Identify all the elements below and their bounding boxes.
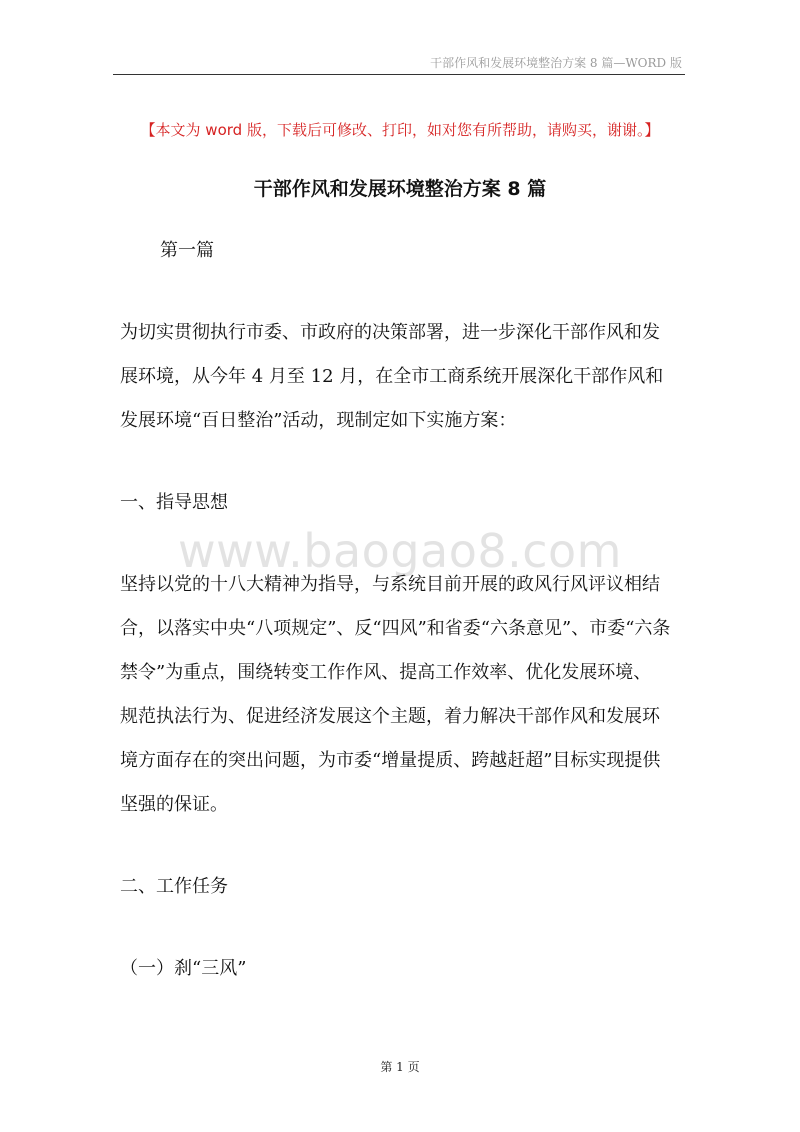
paragraph-line: 发展环境“百日整治”活动，现制定如下实施方案： (120, 410, 517, 431)
paragraph-line: 境方面存在的突出问题，为市委“增量提质、跨越赶超”目标实现提供 (120, 750, 661, 771)
document-title: 干部作风和发展环境整治方案 8 篇 (253, 178, 547, 200)
paragraph-line: 坚强的保证。 (120, 794, 228, 815)
section-heading: 一、指导思想 (120, 492, 228, 513)
paragraph-line: 禁令”为重点，围绕转变工作作风、提高工作效率、优化发展环境、 (120, 662, 652, 683)
paragraph-line: 规范执法行为、促进经济发展这个主题，着力解决干部作风和发展环 (120, 706, 660, 727)
paragraph-line: 合，以落实中央“八项规定”、反“四风”和省委“六条意见”、市委“六条 (120, 618, 671, 639)
subsection-heading: （一）刹“三风” (120, 958, 247, 979)
running-header: 干部作风和发展环境整治方案 8 篇—WORD 版 (430, 56, 682, 70)
watermark: www.baogao8.com (178, 524, 622, 578)
paragraph-line: 为切实贯彻执行市委、市政府的决策部署，进一步深化干部作风和发 (120, 322, 660, 343)
paragraph-line: 坚持以党的十八大精神为指导，与系统目前开展的政风行风评议相结 (120, 574, 660, 595)
header-rule (113, 74, 685, 75)
section-heading: 二、工作任务 (120, 876, 228, 897)
part-label: 第一篇 (160, 240, 214, 261)
page-number: 第 1 页 (380, 1060, 420, 1074)
paragraph-line: 展环境，从今年 4 月至 12 月，在全市工商系统开展深化干部作风和 (120, 366, 664, 387)
purchase-notice: 【本文为 word 版，下载后可修改、打印，如对您有所帮助，请购买，谢谢。】 (140, 121, 660, 139)
